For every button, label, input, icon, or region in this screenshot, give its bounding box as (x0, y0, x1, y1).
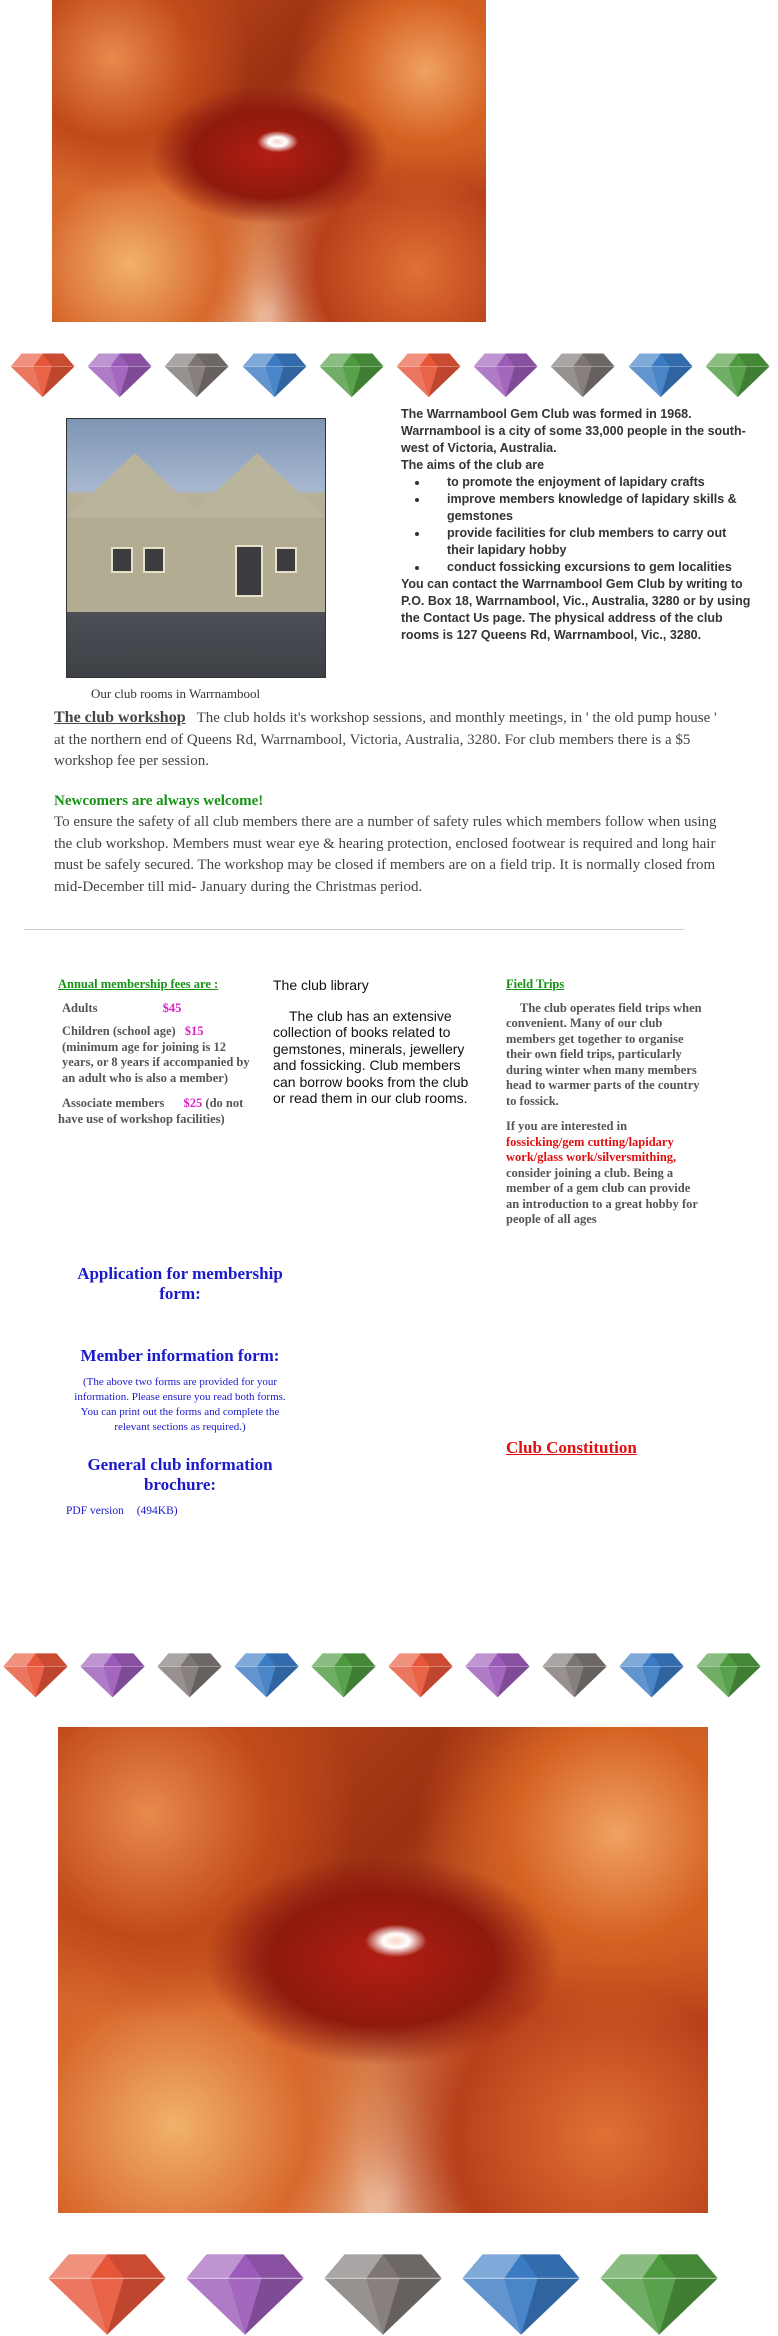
fee-children (58, 1024, 256, 1086)
diamond-icon (87, 352, 152, 398)
fee-adults-price: $45 (162, 1000, 182, 1015)
diamond-icon (79, 1652, 146, 1698)
diamond-icon (233, 1652, 300, 1698)
diamond-row-top (10, 352, 770, 402)
newcomers-text: To ensure the safety of all club members there are a number of safety rules which members follow when using the club workshop. Members must wear eye & hearing protection, enclosed footwear is required and long hair must be safely secured. The workshop may be closed if members are on a field trip. It is normally closed from mid-December till mid- January during the Christmas period. (54, 814, 717, 895)
pdf-size: (494KB) (136, 1505, 178, 1517)
field-trips-interest (506, 1119, 706, 1228)
diamond-icon (705, 352, 770, 398)
newcomers-heading: Newcomers are always welcome! (54, 793, 264, 809)
diamond-icon (695, 1652, 762, 1698)
diamond-icon (598, 2252, 720, 2336)
diamond-icon (387, 1652, 454, 1698)
diamond-icon (628, 352, 693, 398)
clubrooms-photo (66, 418, 326, 678)
diamond-icon (550, 352, 615, 398)
workshop-heading: The club workshop (54, 709, 186, 726)
aim-item: • conduct fossicking excursions to gem localities (429, 559, 751, 576)
library-heading: The club library (273, 977, 369, 993)
diamond-icon (46, 2252, 168, 2336)
aims-heading: The aims of the club are (401, 458, 545, 472)
bottom-gem-photo (58, 1727, 708, 2213)
diamond-icon (396, 352, 461, 398)
field-trips-section (506, 977, 706, 1228)
intro-section (401, 406, 751, 644)
diamond-icon (322, 2252, 444, 2336)
fee-associate-label: Associate members (62, 1096, 165, 1110)
member-info-form-link[interactable]: Member information form: (80, 1346, 280, 1365)
library-section (273, 977, 469, 1107)
workshop-section (54, 707, 724, 773)
brochure-link[interactable]: General club information brochure: (87, 1455, 273, 1494)
aim-item: • to promote the enjoyment of lapidary crafts (429, 474, 751, 491)
interest-post: consider joining a club. Being a member of a gem club can provide an introduction to a great hobby for people of all ages (506, 1165, 698, 1226)
fee-children-note: (minimum age for joining is 12 years, or 8 years if accompanied by an adult who is also a member) (62, 1039, 250, 1085)
aim-item: • provide facilities for club members to carry out their lapidary hobby (429, 525, 751, 559)
clubrooms-caption: Our club rooms in Warrnambool (91, 686, 261, 701)
diamond-icon (164, 352, 229, 398)
diamond-icon (319, 352, 384, 398)
pdf-link[interactable] (66, 1505, 178, 1517)
field-trips-text: The club operates field trips when convenient. Many of our club members get together to organise their own field trips, particularly during winter when many members head to warmer parts of the country to fossick. (506, 1000, 702, 1108)
fee-adults (58, 1001, 256, 1017)
fees-section (58, 977, 256, 1127)
diamond-icon (2, 1652, 69, 1698)
application-form-link[interactable]: Application for membership form: (77, 1264, 283, 1303)
club-constitution-link[interactable]: Club Constitution (506, 1438, 637, 1457)
library-text: The club has an extensive collection of books related to gemstones, minerals, jewellery and fossicking. Club members can borrow books from the club or read them in our club rooms. (273, 1007, 469, 1106)
field-trips-heading: Field Trips (506, 977, 565, 991)
contact-paragraph: You can contact the Warrnambool Gem Club by writing to P.O. Box 18, Warrnambool, Vic., Australia, 3280 or by using the Contact Us page. The physical address of the club rooms is 127 Queens Rd, Warrnambool, Vic., 3280. (401, 577, 751, 642)
diamond-icon (473, 352, 538, 398)
diamond-row-bottom (46, 2252, 726, 2336)
diamond-icon (541, 1652, 608, 1698)
diamond-icon (242, 352, 307, 398)
diamond-icon (460, 2252, 582, 2336)
diamond-icon (464, 1652, 531, 1698)
interest-pre: If you are interested in (506, 1119, 628, 1133)
diamond-icon (310, 1652, 377, 1698)
section-divider (24, 929, 684, 930)
workshop-text: The club holds it's workshop sessions, and monthly meetings, in ' the old pump house ' at the northern end of Queens Rd, Warrnambool, Victoria, Australia, 3280. For club members there is a $5 workshop fee per session. (54, 710, 717, 769)
diamond-icon (184, 2252, 306, 2336)
interest-highlight: fossicking/gem cutting/lapidary work/glass work/silversmithing, (506, 1134, 677, 1164)
fee-children-price: $15 (184, 1024, 204, 1038)
diamond-row-middle (2, 1652, 772, 1702)
intro-paragraph: The Warrnambool Gem Club was formed in 1968. Warrnambool is a city of some 33,000 people in the south-west of Victoria, Australia. (401, 407, 746, 455)
forms-note: (The above two forms are provided for your information. Please ensure you read both forms. You can print out the forms and complete the relevant sections as required.) (74, 1376, 286, 1433)
top-gem-photo (52, 0, 486, 322)
diamond-icon (618, 1652, 685, 1698)
fee-associate-note: (do not have use of workshop facilities) (58, 1096, 244, 1126)
pdf-label[interactable]: PDF version (66, 1505, 124, 1517)
fee-associate (58, 1096, 256, 1127)
aims-list (401, 474, 751, 576)
fee-associate-price: $25 (183, 1096, 203, 1110)
diamond-icon (10, 352, 75, 398)
fee-adults-label: Adults (62, 1000, 98, 1015)
fee-children-label: Children (school age) (62, 1024, 176, 1038)
aim-item: • improve members knowledge of lapidary skills & gemstones (429, 491, 751, 525)
fees-heading: Annual membership fees are : (58, 977, 219, 991)
diamond-icon (156, 1652, 223, 1698)
